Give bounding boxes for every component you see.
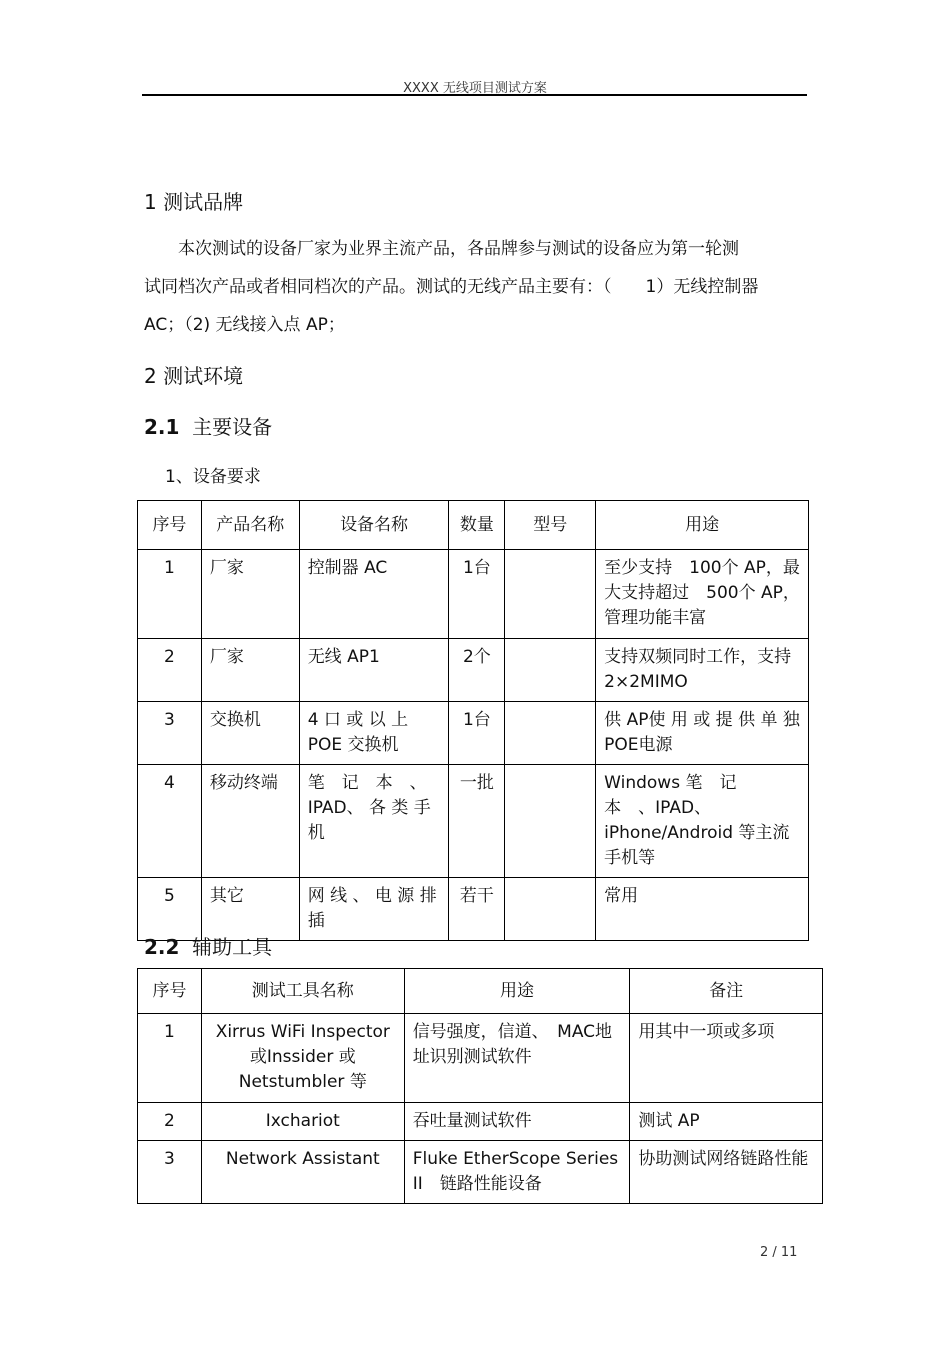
table-cell: Network Assistant: [201, 1141, 404, 1204]
section-2-heading: 2 测试环境: [144, 364, 244, 388]
table-cell: 用其中一项或多项: [630, 1014, 823, 1103]
equipment-table: [137, 500, 809, 941]
table-cell: 4: [138, 765, 202, 878]
table-cell: 1台: [449, 550, 505, 639]
table-cell: 协助测试网络链路性能: [630, 1141, 823, 1204]
table-cell: 一批: [449, 765, 505, 878]
section-title: 主要设备: [192, 415, 273, 439]
section-1-heading: 1 测试品牌: [144, 190, 244, 214]
table-cell: 1台: [449, 702, 505, 765]
section-2-2-heading: [144, 931, 272, 960]
column-header: 型号: [505, 501, 596, 550]
table-row: [138, 1103, 823, 1141]
column-header: 设备名称: [299, 501, 449, 550]
table-cell: 交换机: [201, 702, 299, 765]
table-cell: 3: [138, 1141, 202, 1204]
table-cell: 厂家: [201, 550, 299, 639]
table-cell: Windows 笔 记 本 、IPAD、 iPhone/Android 等主流手机等: [596, 765, 809, 878]
table-cell: Ixchariot: [201, 1103, 404, 1141]
section-2-1-heading: [144, 411, 272, 440]
table-row: [138, 1014, 823, 1103]
table-cell: [505, 878, 596, 941]
section-number: 2.1: [144, 415, 180, 439]
table-cell: 支持双频同时工作，支持2×2MIMO: [596, 639, 809, 702]
column-header: 数量: [449, 501, 505, 550]
table-cell: 吞吐量测试软件: [404, 1103, 630, 1141]
table-cell: [505, 550, 596, 639]
table-cell: [505, 765, 596, 878]
table-cell: 若干: [449, 878, 505, 941]
table-cell: 厂家: [201, 639, 299, 702]
table-cell: [505, 702, 596, 765]
table-cell: [505, 639, 596, 702]
table-cell: 3: [138, 702, 202, 765]
table-cell: 2个: [449, 639, 505, 702]
table-cell: 至少支持 100个 AP，最大支持超过 500个 AP，管理功能丰富: [596, 550, 809, 639]
section-title: 辅助工具: [192, 935, 273, 959]
table-cell: Fluke EtherScope Series II 链路性能设备: [404, 1141, 630, 1204]
table-row: [138, 702, 809, 765]
section-number: 2.2: [144, 935, 180, 959]
table-cell: 信号强度，信道、 MAC地址识别测试软件: [404, 1014, 630, 1103]
table-row: [138, 639, 809, 702]
table-row: [138, 550, 809, 639]
tools-table: [137, 968, 823, 1204]
header-rule: [142, 94, 807, 96]
table-cell: 移动终端: [201, 765, 299, 878]
table-cell: 其它: [201, 878, 299, 941]
table-header-row: [138, 501, 809, 550]
table-header-row: [138, 969, 823, 1014]
table-cell: 2: [138, 1103, 202, 1141]
column-header: 测试工具名称: [201, 969, 404, 1014]
column-header: 产品名称: [201, 501, 299, 550]
paragraph-line: 本次测试的设备厂家为业界主流产品，各品牌参与测试的设备应为第一轮测: [144, 239, 739, 259]
paragraph-line: AC；（2) 无线接入点 AP；: [144, 315, 345, 335]
table-cell: 无线 AP1: [299, 639, 449, 702]
page-number: 2 / 11: [760, 1245, 798, 1260]
table-row: [138, 1141, 823, 1204]
table-cell: 测试 AP: [630, 1103, 823, 1141]
column-header: 用途: [596, 501, 809, 550]
paragraph-line: 试同档次产品或者相同档次的产品。测试的无线产品主要有：（ 1）无线控制器: [144, 277, 759, 297]
table-cell: 常用: [596, 878, 809, 941]
column-header: 序号: [138, 501, 202, 550]
table-cell: Xirrus WiFi Inspector 或Inssider 或Netstumbler 等: [201, 1014, 404, 1103]
table-cell: 供 AP使 用 或 提 供 单 独 POE电源: [596, 702, 809, 765]
table-cell: 网 线 、 电 源 排 插: [299, 878, 449, 941]
table-cell: 2: [138, 639, 202, 702]
table-cell: 笔 记 本 、IPAD、 各 类 手 机: [299, 765, 449, 878]
table-cell: 1: [138, 1014, 202, 1103]
table-cell: 1: [138, 550, 202, 639]
table-cell: 控制器 AC: [299, 550, 449, 639]
section-1-paragraph: [144, 230, 809, 344]
table-cell: 4 口 或 以 上 POE 交换机: [299, 702, 449, 765]
column-header: 用途: [404, 969, 630, 1014]
equipment-requirements-label: 1、设备要求: [165, 467, 261, 487]
table-cell: 5: [138, 878, 202, 941]
table-row: [138, 765, 809, 878]
column-header: 序号: [138, 969, 202, 1014]
column-header: 备注: [630, 969, 823, 1014]
page-header-title: XXXX 无线项目测试方案: [403, 81, 547, 96]
